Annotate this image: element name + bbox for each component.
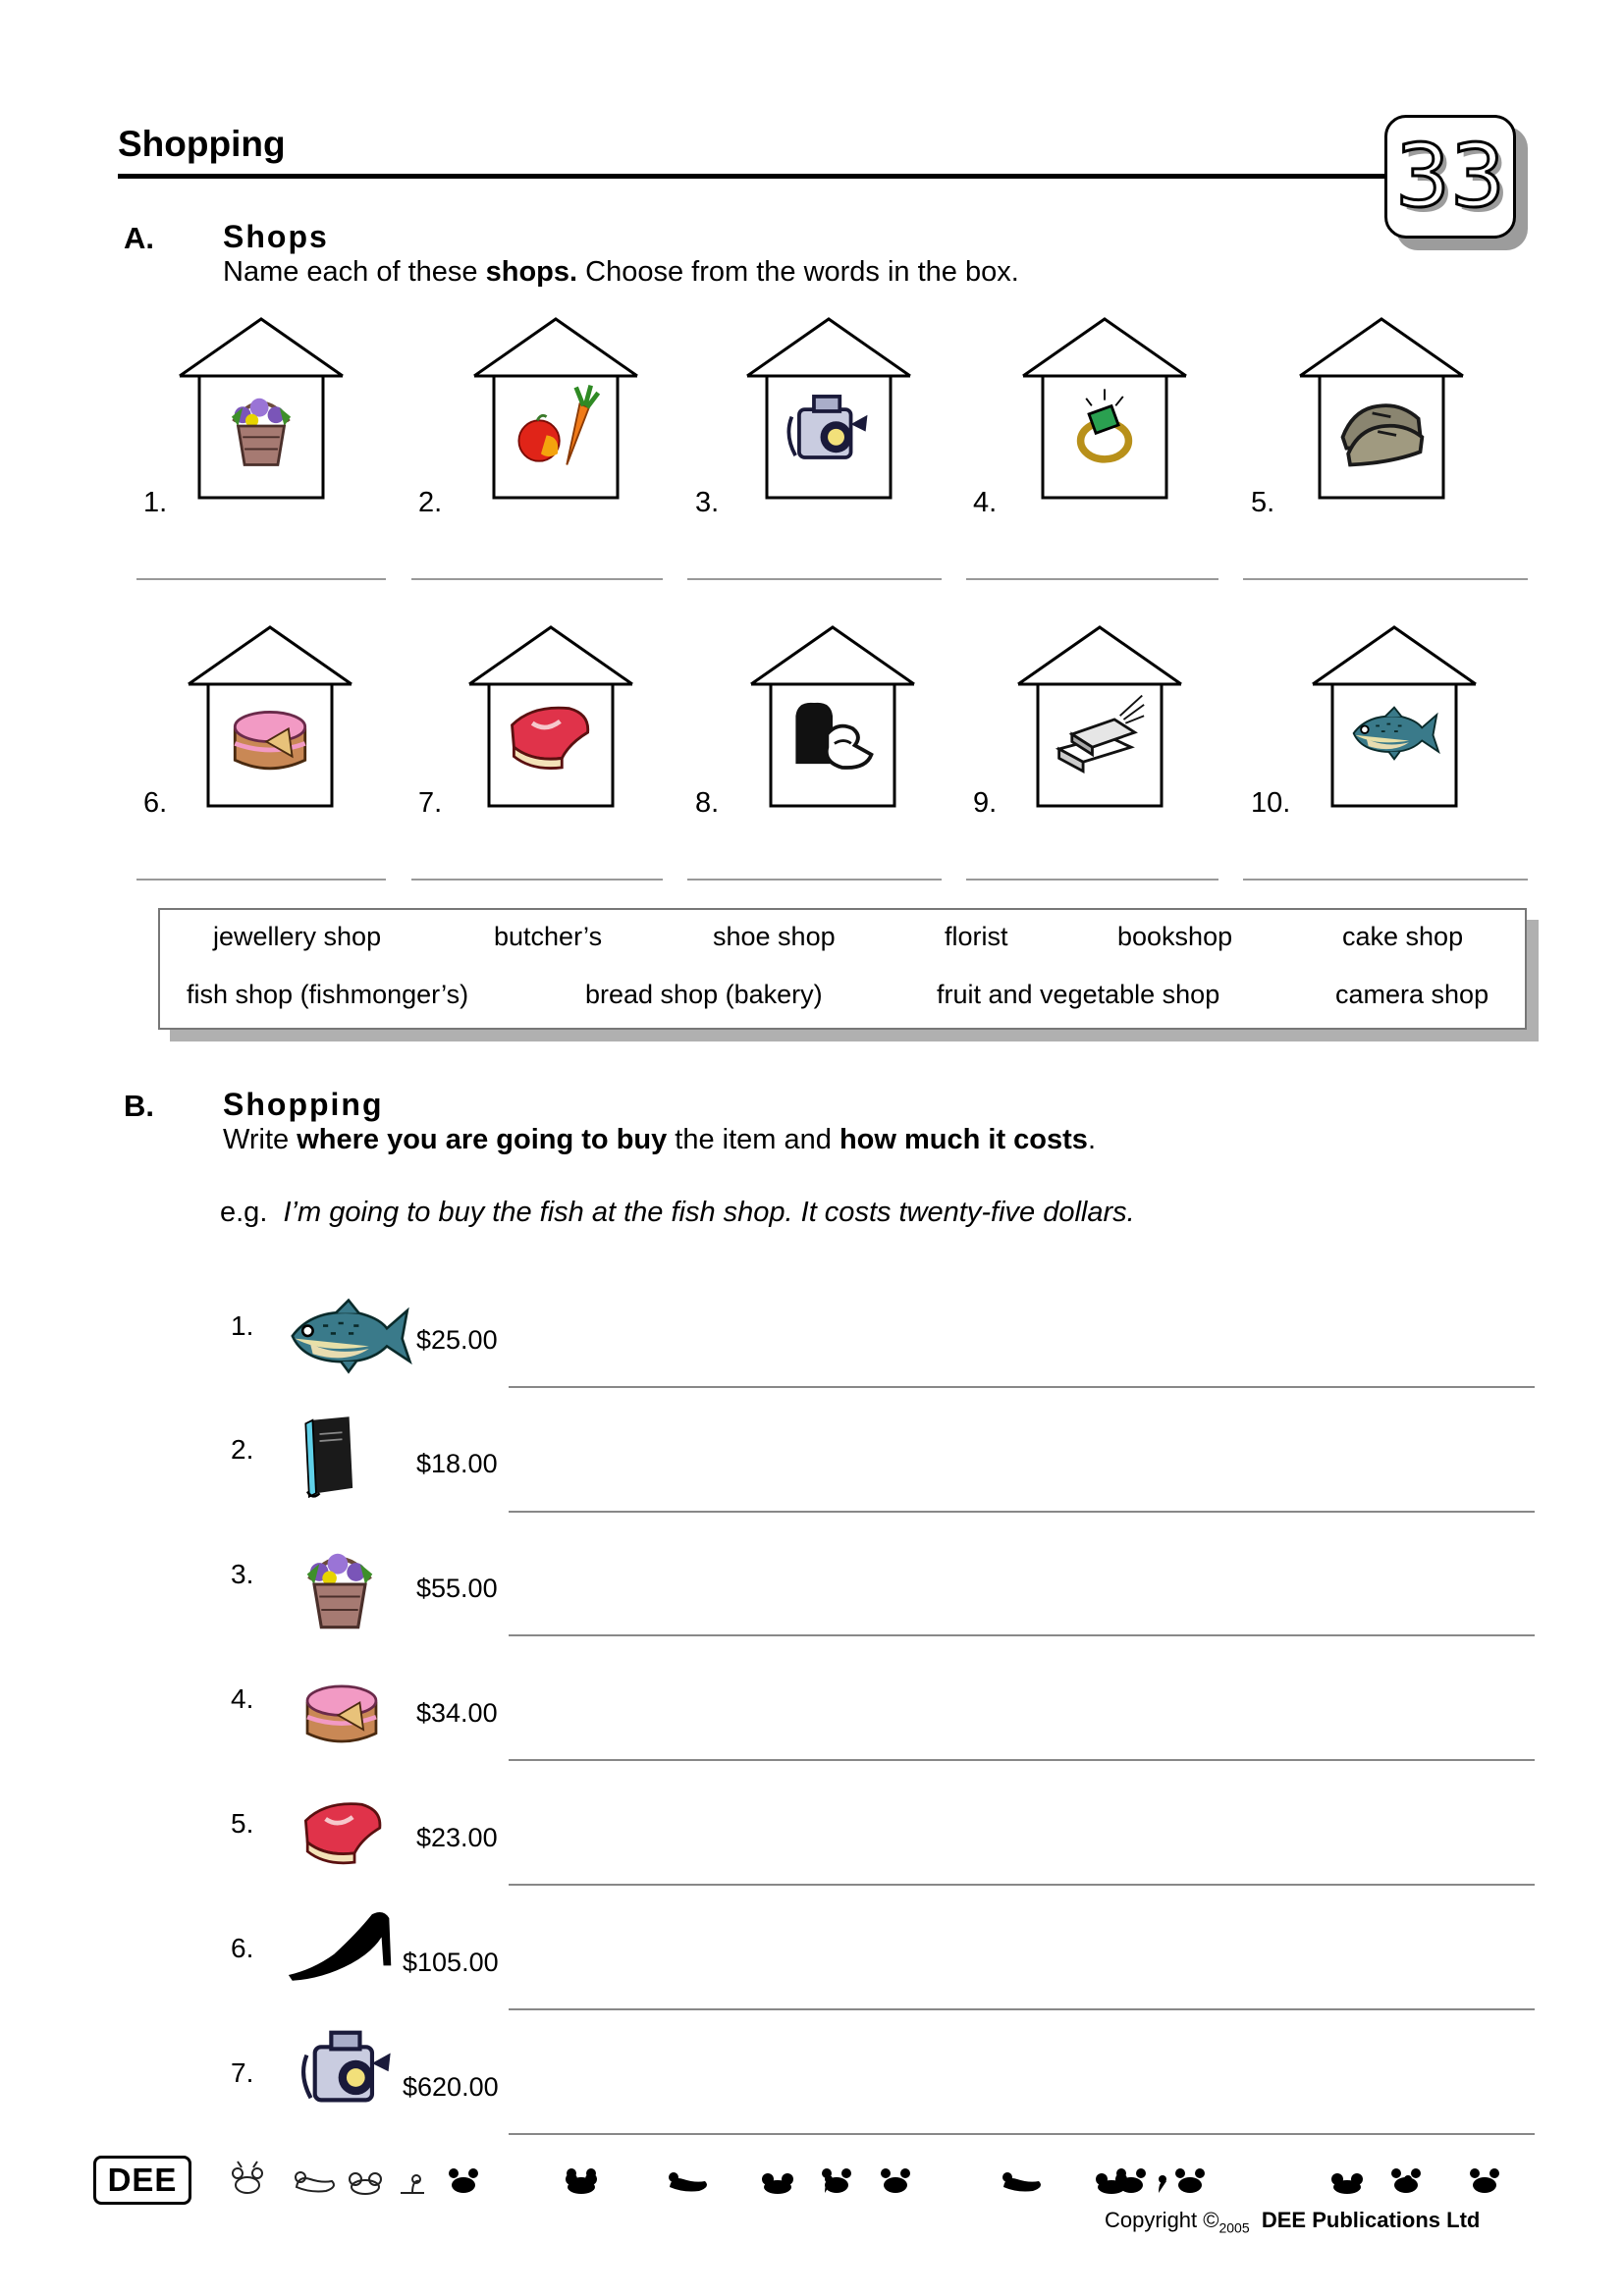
- item-number: 7.: [231, 2057, 254, 2088]
- word-option: fish shop (fishmonger’s): [187, 980, 469, 1009]
- camera-icon: [293, 2014, 403, 2116]
- item-number: 5.: [231, 1808, 254, 1839]
- item-price: $105.00: [403, 1948, 499, 1977]
- cake-icon: [224, 688, 316, 780]
- item-price: $620.00: [403, 2072, 499, 2102]
- word-option: bookshop: [1117, 922, 1233, 951]
- word-option: bread shop (bakery): [585, 980, 823, 1009]
- example-prefix: e.g.: [220, 1197, 284, 1228]
- item-number: 2.: [231, 1434, 254, 1465]
- item-number: 7.: [418, 787, 443, 819]
- shop-house-7: [467, 625, 634, 808]
- ring-icon: [1058, 380, 1151, 472]
- instruction-text: Name each of these: [223, 256, 486, 288]
- instruction-bold: shops.: [485, 256, 578, 288]
- page-number-badge: [1384, 115, 1516, 239]
- section-b-title: Shopping: [223, 1087, 384, 1122]
- item-number: 4.: [973, 487, 998, 518]
- shop-house-2: [472, 317, 639, 500]
- bread-icon: [786, 688, 879, 780]
- books-icon: [1054, 688, 1146, 780]
- item-number: 1.: [231, 1310, 254, 1341]
- item-number: 6.: [143, 787, 168, 819]
- word-option: shoe shop: [713, 922, 836, 951]
- publisher-name: DEE Publications Ltd: [1261, 2208, 1481, 2232]
- answer-line-7[interactable]: [411, 879, 663, 881]
- item-number: 3.: [231, 1559, 254, 1589]
- answer-line-9[interactable]: [966, 879, 1218, 881]
- dee-logo: DEE: [93, 2156, 191, 2205]
- answer-line-b7[interactable]: [509, 2133, 1535, 2135]
- copyright-text: Copyright ©: [1105, 2208, 1219, 2232]
- bug-border-icon: [228, 2158, 1534, 2207]
- answer-line-3[interactable]: [687, 578, 942, 580]
- flower-basket-icon: [289, 1533, 391, 1635]
- answer-line-b2[interactable]: [509, 1511, 1535, 1513]
- word-option: cake shop: [1342, 922, 1464, 951]
- section-a-instruction: [223, 256, 1019, 289]
- copyright-year: 2005: [1218, 2219, 1250, 2236]
- title-rule: [118, 174, 1394, 179]
- item-price: $34.00: [416, 1698, 498, 1728]
- answer-line-b1[interactable]: [509, 1386, 1535, 1388]
- item-number: 10.: [1251, 787, 1291, 819]
- shop-house-1: [178, 317, 345, 500]
- instruction-text-end: Choose from the words in the box.: [577, 256, 1019, 288]
- item-price: $23.00: [416, 1823, 498, 1852]
- section-b-letter: B.: [124, 1089, 154, 1123]
- instruction-bold: where you are going to buy: [297, 1124, 668, 1155]
- shop-house-3: [745, 317, 912, 500]
- item-number: 3.: [695, 487, 720, 518]
- shop-house-10: [1311, 625, 1478, 808]
- steak-icon: [289, 1785, 399, 1875]
- word-option: jewellery shop: [213, 922, 382, 951]
- fish-icon: [285, 1298, 412, 1374]
- answer-line-1[interactable]: [136, 578, 386, 580]
- item-price: $55.00: [416, 1574, 498, 1603]
- example-text: I’m going to buy the fish at the fish shop. It costs twenty-five dollars.: [283, 1197, 1135, 1228]
- section-a-letter: A.: [124, 221, 154, 255]
- word-option: butcher’s: [494, 922, 603, 951]
- shop-house-6: [187, 625, 353, 808]
- fish-icon: [1348, 704, 1440, 763]
- page-number: 33: [1395, 126, 1505, 227]
- shop-house-4: [1021, 317, 1188, 500]
- answer-line-6[interactable]: [136, 879, 386, 881]
- shop-house-5: [1298, 317, 1465, 500]
- shop-house-8: [749, 625, 916, 808]
- section-a-title: Shops: [223, 219, 329, 254]
- answer-line-2[interactable]: [411, 578, 663, 580]
- item-number: 2.: [418, 487, 443, 518]
- instruction-text: the item and: [667, 1124, 839, 1155]
- fruit-vegetable-icon: [510, 380, 602, 472]
- item-number: 4.: [231, 1683, 254, 1714]
- section-b-instruction: [223, 1124, 1096, 1156]
- item-number: 6.: [231, 1933, 254, 1963]
- page-title: Shopping: [118, 124, 286, 164]
- answer-line-5[interactable]: [1243, 578, 1528, 580]
- instruction-text: Write: [223, 1124, 298, 1155]
- item-price: $18.00: [416, 1449, 498, 1478]
- word-option: camera shop: [1335, 980, 1489, 1009]
- item-number: 5.: [1251, 487, 1275, 518]
- high-heel-shoe-icon: [285, 1908, 399, 1985]
- instruction-text: .: [1087, 1124, 1097, 1155]
- shoes-icon: [1335, 380, 1428, 472]
- copyright: [1105, 2208, 1480, 2235]
- item-number: 9.: [973, 787, 998, 819]
- answer-line-b6[interactable]: [509, 2008, 1535, 2010]
- word-option: florist: [945, 922, 1008, 951]
- example-sentence: [220, 1197, 1135, 1229]
- answer-line-b3[interactable]: [509, 1634, 1535, 1636]
- steak-icon: [505, 688, 597, 780]
- answer-line-4[interactable]: [966, 578, 1218, 580]
- flower-basket-icon: [215, 380, 307, 472]
- instruction-bold: how much it costs: [839, 1124, 1088, 1155]
- item-number: 8.: [695, 787, 720, 819]
- item-price: $25.00: [416, 1325, 498, 1355]
- item-number: 1.: [143, 487, 168, 518]
- book-icon: [300, 1412, 361, 1502]
- word-option: fruit and vegetable shop: [937, 980, 1220, 1009]
- shop-house-9: [1016, 625, 1183, 808]
- answer-line-b4[interactable]: [509, 1759, 1535, 1761]
- answer-line-b5[interactable]: [509, 1884, 1535, 1886]
- cake-icon: [289, 1663, 395, 1753]
- answer-line-8[interactable]: [687, 879, 942, 881]
- camera-icon: [783, 380, 875, 472]
- answer-line-10[interactable]: [1243, 879, 1528, 881]
